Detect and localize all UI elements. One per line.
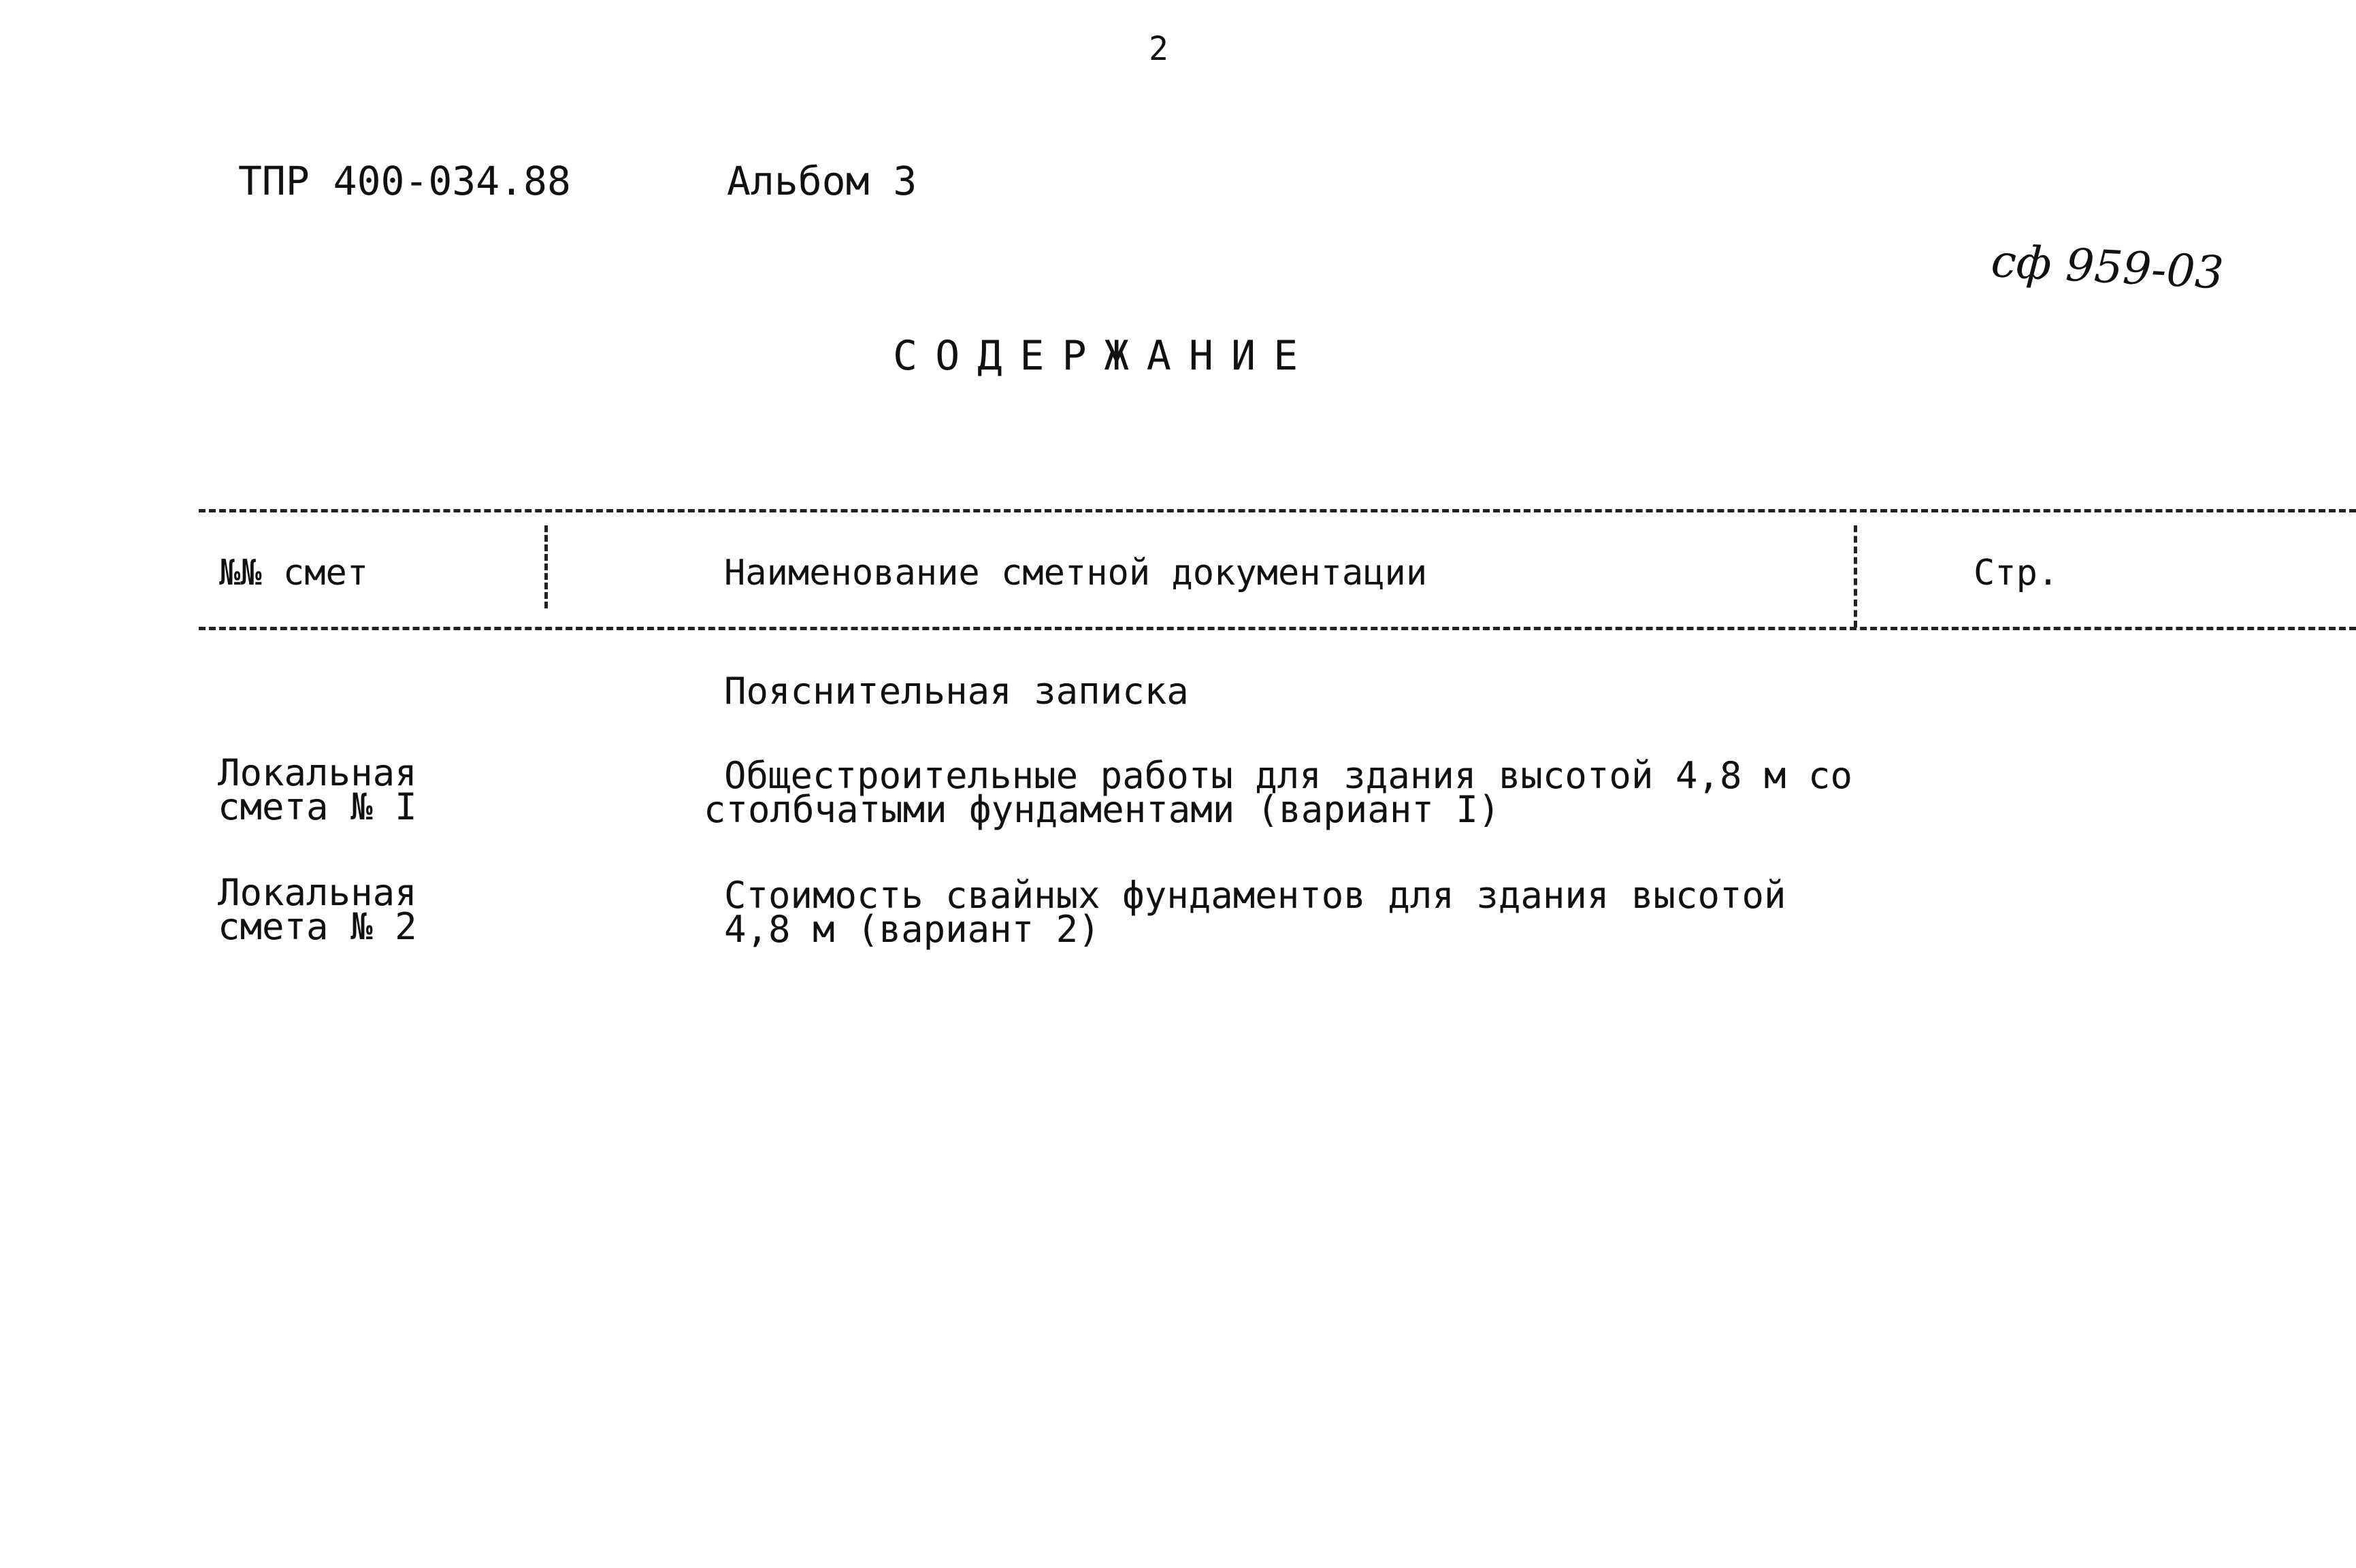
table-top-rule <box>199 509 2356 512</box>
column-separator <box>544 525 548 608</box>
handwritten-code: сф 959-03 <box>1989 235 2225 299</box>
row-name: 4,8 м (вариант 2) <box>724 908 1100 951</box>
contents-title: СОДЕРЖАНИЕ <box>893 332 1316 380</box>
row-name: столбчатыми фундаментами (вариант I) <box>704 788 1501 831</box>
page-number: 2 <box>1149 30 1168 68</box>
column-header-name: Наименование сметной документации <box>724 553 1428 593</box>
column-header-number: №№ смет <box>219 553 369 593</box>
row-number: смета № 2 <box>218 905 417 948</box>
row-name: Стоимость свайных фундаментов для здания высотой <box>724 874 1786 917</box>
column-separator <box>1854 525 1857 627</box>
table-header-rule <box>199 627 2356 630</box>
row-number: Локальная <box>218 751 417 794</box>
row-name: Пояснительная записка <box>724 670 1189 713</box>
row-number: Локальная <box>218 871 417 914</box>
row-number: смета № I <box>218 785 417 828</box>
document-code: ТПР 400-034.88 <box>238 158 571 204</box>
album-label: Альбом 3 <box>727 158 917 204</box>
row-name: Общестроительные работы для здания высотой 4,8 м со <box>724 754 1853 797</box>
column-header-page: Стр. <box>1974 553 2059 593</box>
